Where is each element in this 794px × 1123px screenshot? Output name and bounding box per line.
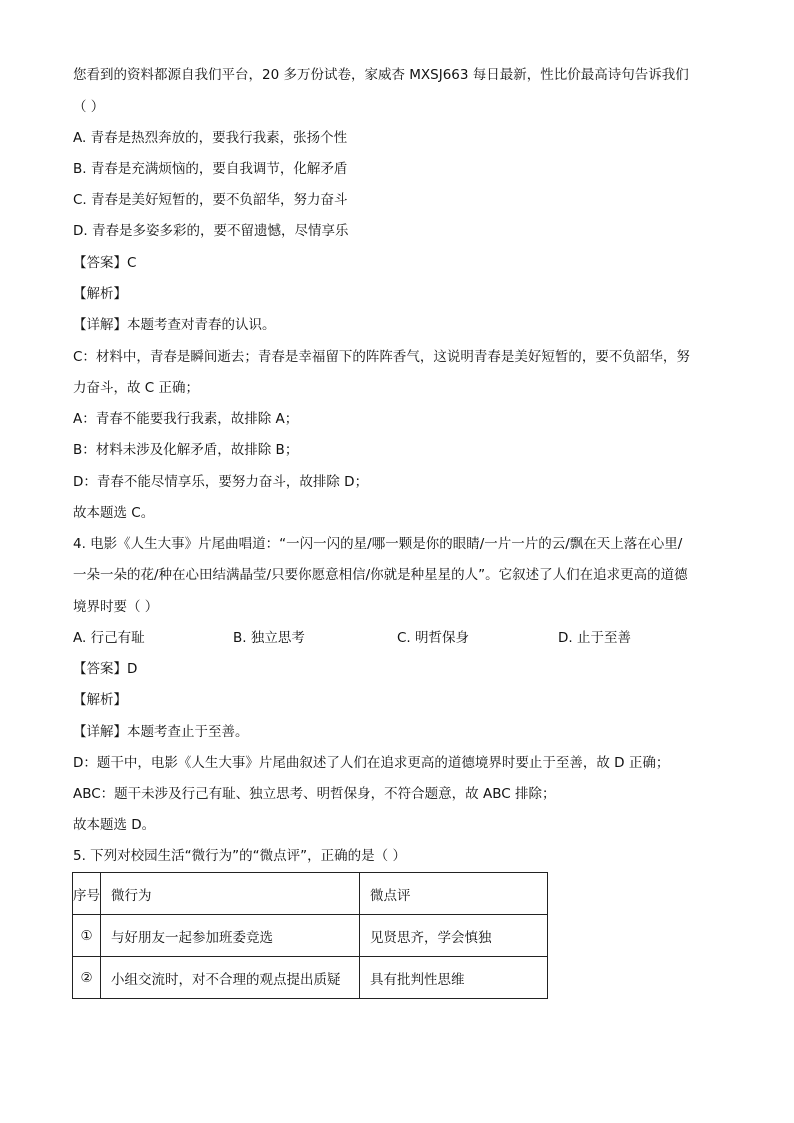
q3-option-d: D. 青春是多姿多彩的，要不留遗憾，尽情享乐 [73, 223, 349, 239]
q3-option-a: A. 青春是热烈奔放的，要我行我素，张扬个性 [73, 130, 348, 146]
q4-detail: 【详解】本题考查止于至善。 [73, 724, 249, 740]
table-cell-comment: 具有批判性思维 [360, 957, 548, 999]
q4-option-c: C. 明哲保身 [397, 630, 470, 646]
table-cell-comment: 见贤思齐，学会慎独 [360, 915, 548, 957]
table-cell-behavior: 小组交流时，对不合理的观点提出质疑 [101, 957, 360, 999]
q3-analysis-tag: 【解析】 [73, 286, 127, 302]
q5-stem: 5. 下列对校园生活“微行为”的“微点评”，正确的是（ ） [73, 848, 406, 864]
q3-detail: 【详解】本题考查对青春的认识。 [73, 317, 276, 333]
q4-d-explanation: D：题干中，电影《人生大事》片尾曲叙述了人们在追求更高的道德境界时要止于至善，故 D 正确； [73, 755, 670, 771]
answer-tag: 【答案】 [73, 661, 127, 677]
q4-option-a: A. 行己有耻 [73, 630, 145, 646]
q3-conclusion: 故本题选 C。 [73, 505, 155, 521]
q4-stem-line-3: 境界时要（ ） [73, 599, 159, 615]
table-header-cell: 微行为 [101, 873, 360, 915]
micro-behavior-table [72, 872, 548, 999]
table-header-row [73, 873, 548, 915]
table-row [73, 957, 548, 999]
table-header-cell: 序号 [73, 873, 101, 915]
table-cell-behavior: 与好朋友一起参加班委竞选 [101, 915, 360, 957]
q4-abc-explanation: ABC：题干未涉及行己有耻、独立思考、明哲保身，不符合题意，故 ABC 排除； [73, 786, 556, 802]
answer-tag: 【答案】 [73, 255, 127, 271]
table-header-cell: 微点评 [360, 873, 548, 915]
q4-option-d: D. 止于至善 [558, 630, 631, 646]
q3-answer-line [73, 253, 136, 273]
q3-a-explanation: A：青春不能要我行我素，故排除 A； [73, 411, 299, 427]
table-row [73, 915, 548, 957]
q3-b-explanation: B：材料未涉及化解矛盾，故排除 B； [73, 442, 299, 458]
table-cell-index: ② [73, 957, 101, 999]
q3-c-explanation-1: C：材料中，青春是瞬间逝去；青春是幸福留下的阵阵香气，这说明青春是美好短暂的，要不负韶华，努 [73, 349, 690, 365]
q3-option-c: C. 青春是美好短暂的，要不负韶华，努力奋斗 [73, 192, 348, 208]
q3-option-b: B. 青春是充满烦恼的，要自我调节，化解矛盾 [73, 161, 348, 177]
q4-answer-value: D [127, 661, 138, 677]
q4-stem-line-2: 一朵一朵的花/种在心田结满晶莹/只要你愿意相信/你就是种星星的人”。它叙述了人们在追求更高的道德 [73, 567, 688, 583]
q3-d-explanation: D：青春不能尽情享乐，要努力奋斗，故排除 D； [73, 474, 369, 490]
intro-line: 您看到的资料都源自我们平台，20 多万份试卷，家威杏 MXSJ663 每日最新，性比价最高诗句告诉我们 [73, 67, 689, 83]
table-cell-index: ① [73, 915, 101, 957]
q3-c-explanation-2: 力奋斗，故 C 正确； [73, 380, 200, 396]
q3-answer-value: C [127, 255, 137, 271]
q4-conclusion: 故本题选 D。 [73, 817, 156, 833]
q4-analysis-tag: 【解析】 [73, 692, 127, 708]
q4-answer-line [73, 659, 137, 679]
q4-stem-line-1: 4. 电影《人生大事》片尾曲唱道：“一闪一闪的星/哪一颗是你的眼睛/一片一片的云/飘在天上落在心里/ [73, 536, 683, 552]
q4-option-b: B. 独立思考 [233, 630, 305, 646]
answer-parenthesis: （ ） [73, 99, 105, 115]
